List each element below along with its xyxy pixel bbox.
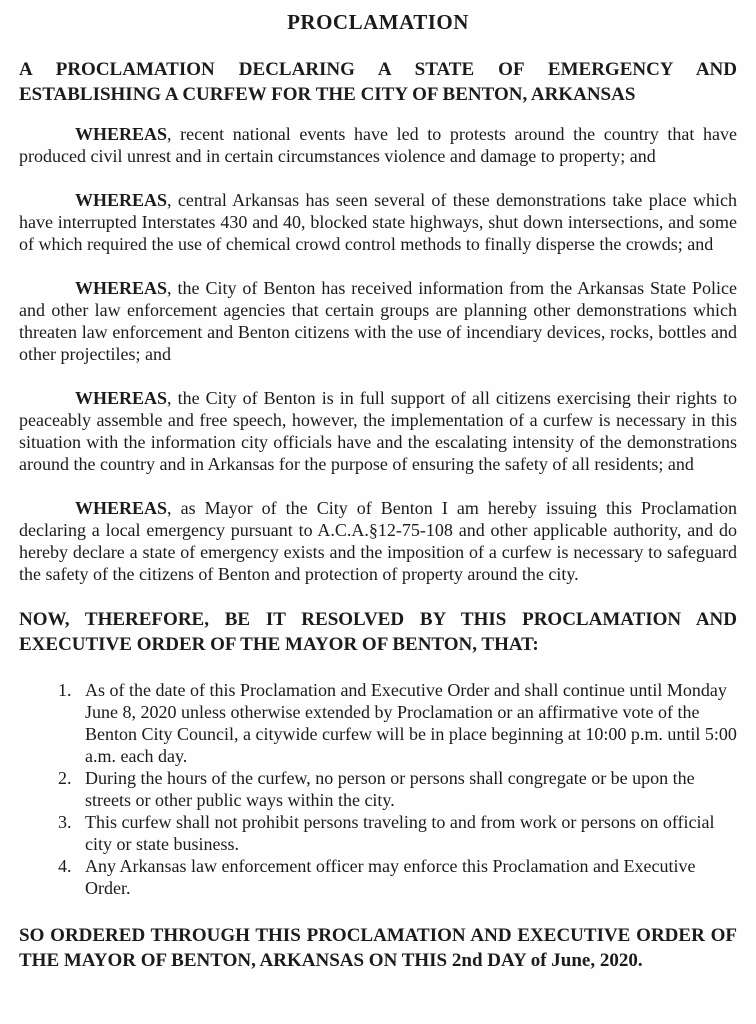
list-item-4	[56, 855, 737, 899]
list-item-2-number: 2.	[58, 768, 72, 788]
list-item-3-number: 3.	[58, 812, 72, 832]
list-item-2	[56, 767, 737, 811]
whereas-paragraph-3	[19, 277, 737, 365]
whereas-paragraph-1	[19, 123, 737, 167]
whereas-paragraph-5	[19, 497, 737, 585]
whereas-paragraph-4	[19, 387, 737, 475]
whereas-paragraph-2	[19, 189, 737, 255]
ordered-list	[56, 679, 737, 899]
document-subtitle: A PROCLAMATION DECLARING A STATE OF EMERGENCY AND ESTABLISHING A CURFEW FOR THE CITY OF BENTON, ARKANSAS	[19, 59, 737, 105]
list-item-1	[56, 679, 737, 767]
list-item-3-text: This curfew shall not prohibit persons traveling to and from work or persons on official city or state business.	[85, 812, 715, 854]
closing-statement: SO ORDERED THROUGH THIS PROCLAMATION AND EXECUTIVE ORDER OF THE MAYOR OF BENTON, ARKANSAS ON THIS 2nd DAY of June, 2020.	[19, 925, 737, 971]
list-item-1-number: 1.	[58, 680, 72, 700]
whereas-text-1: , recent national events have led to protests around the country that have produced civil unrest and in certain circumstances violence and damage to property; and	[19, 124, 737, 166]
list-item-2-text: During the hours of the curfew, no person or persons shall congregate or be upon the streets or other public ways within the city.	[85, 768, 695, 810]
resolution-heading: NOW, THEREFORE, BE IT RESOLVED BY THIS PROCLAMATION AND EXECUTIVE ORDER OF THE MAYOR OF BENTON, THAT:	[19, 609, 737, 655]
whereas-lead-2: WHEREAS	[75, 190, 168, 210]
whereas-text-3: , the City of Benton has received information from the Arkansas State Police and other law enforcement agencies that certain groups are planning other demonstrations which threaten law enforcement and Benton citizens with the use of incendiary devices, rocks, bottles and other projectiles; and	[19, 278, 737, 364]
whereas-lead-5: WHEREAS	[75, 498, 168, 518]
list-item-3	[56, 811, 737, 855]
whereas-lead-1: WHEREAS	[75, 124, 168, 144]
whereas-lead-4: WHEREAS	[75, 388, 168, 408]
list-item-1-text: As of the date of this Proclamation and Executive Order and shall continue until Monday June 8, 2020 unless otherwise extended by Proclamation or an affirmative vote of the Benton City Council, a citywide curfew will be in place beginning at 10:00 p.m. until 5:00 a.m. each day.	[85, 680, 737, 766]
list-item-4-text: Any Arkansas law enforcement officer may enforce this Proclamation and Executive Order.	[85, 856, 696, 898]
list-item-4-number: 4.	[58, 856, 72, 876]
whereas-text-4: , the City of Benton is in full support of all citizens exercising their rights to peaceably assemble and free speech, however, the implementation of a curfew is necessary in this situation with the information city officials have and the escalating intensity of the demonstrations around the country and in Arkansas for the purpose of ensuring the safety of all residents; and	[19, 388, 737, 474]
whereas-text-2: , central Arkansas has seen several of these demonstrations take place which have interrupted Interstates 430 and 40, blocked state highways, shut down intersections, and some of which required the use of chemical crowd control methods to finally disperse the crowds; and	[19, 190, 737, 254]
whereas-lead-3: WHEREAS	[75, 278, 168, 298]
whereas-text-5: , as Mayor of the City of Benton I am hereby issuing this Proclamation declaring a local emergency pursuant to A.C.A.§12-75-108 and other applicable authority, and do hereby declare a state of emergency exists and the imposition of a curfew is necessary to safeguard the safety of the citizens of Benton and protection of property around the city.	[19, 498, 737, 584]
document-title: PROCLAMATION	[287, 10, 469, 34]
